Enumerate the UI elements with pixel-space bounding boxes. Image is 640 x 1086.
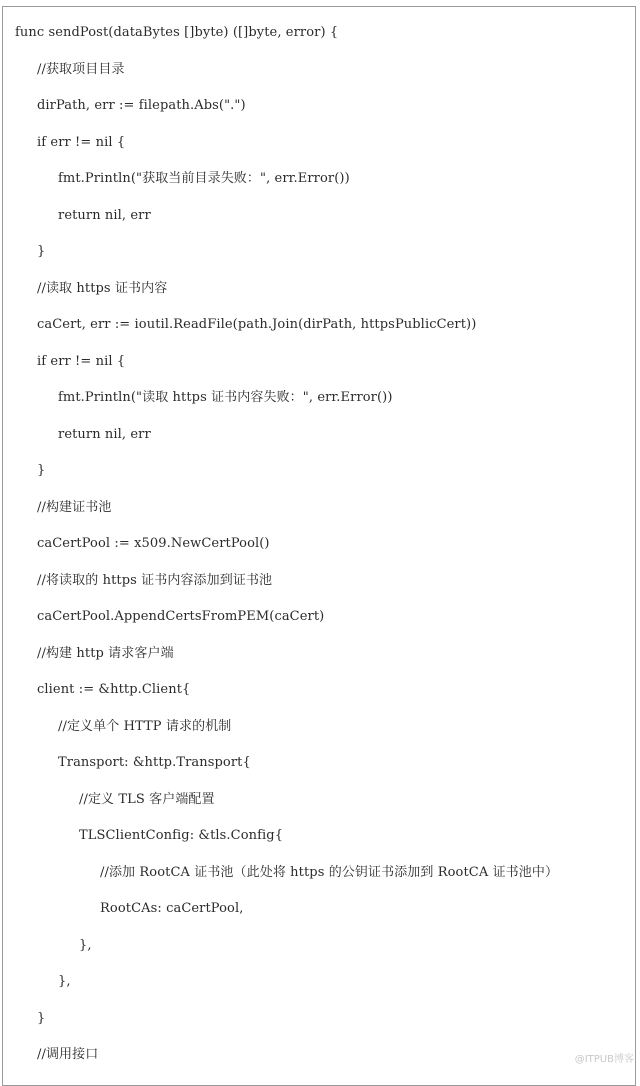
code-line: client := &http.Client{ — [37, 682, 191, 697]
code-line: }, — [79, 937, 92, 953]
code-line: }, — [58, 974, 71, 989]
code-line: //添加 RootCA 证书池（此处将 https 的公钥证书添加到 RootCA 证书池中） — [100, 864, 559, 880]
code-line: if err != nil { — [37, 353, 126, 369]
code-block — [3, 15, 635, 1074]
code-line: return nil, err — [58, 426, 151, 442]
code-line: //获取项目目录 — [37, 61, 125, 77]
code-line: //读取 https 证书内容 — [37, 280, 168, 296]
code-line: //将读取的 https 证书内容添加到证书池 — [37, 572, 273, 588]
code-line: caCertPool := x509.NewCertPool() — [37, 536, 270, 551]
code-line: Transport: &http.Transport{ — [58, 755, 251, 770]
code-line: func sendPost(dataBytes []byte) ([]byte, error) { — [15, 25, 339, 40]
code-line: } — [37, 1010, 46, 1026]
code-line: //调用接口 — [37, 1047, 99, 1062]
code-line: fmt.Println("读取 https 证书内容失败：", err.Error()) — [58, 390, 393, 405]
code-frame — [2, 6, 636, 1086]
code-line: caCertPool.AppendCertsFromPEM(caCert) — [37, 609, 325, 624]
code-line: return nil, err — [58, 207, 151, 223]
code-line: caCert, err := ioutil.ReadFile(path.Join(dirPath, httpsPublicCert)) — [37, 317, 477, 332]
code-line: //构建 http 请求客户端 — [37, 645, 174, 661]
code-line: fmt.Println("获取当前目录失败：", err.Error()) — [58, 171, 350, 186]
watermark: @ITPUB博客 — [574, 1054, 634, 1065]
code-line: RootCAs: caCertPool, — [100, 901, 244, 916]
code-line: if err != nil { — [37, 134, 126, 150]
code-line: TLSClientConfig: &tls.Config{ — [79, 828, 284, 843]
code-line: //定义单个 HTTP 请求的机制 — [58, 718, 232, 734]
code-line: //定义 TLS 客户端配置 — [79, 791, 215, 807]
code-line: //构建证书池 — [37, 499, 112, 515]
code-line: dirPath, err := filepath.Abs(".") — [37, 98, 246, 113]
code-line: } — [37, 463, 46, 478]
code-line: } — [37, 244, 46, 259]
